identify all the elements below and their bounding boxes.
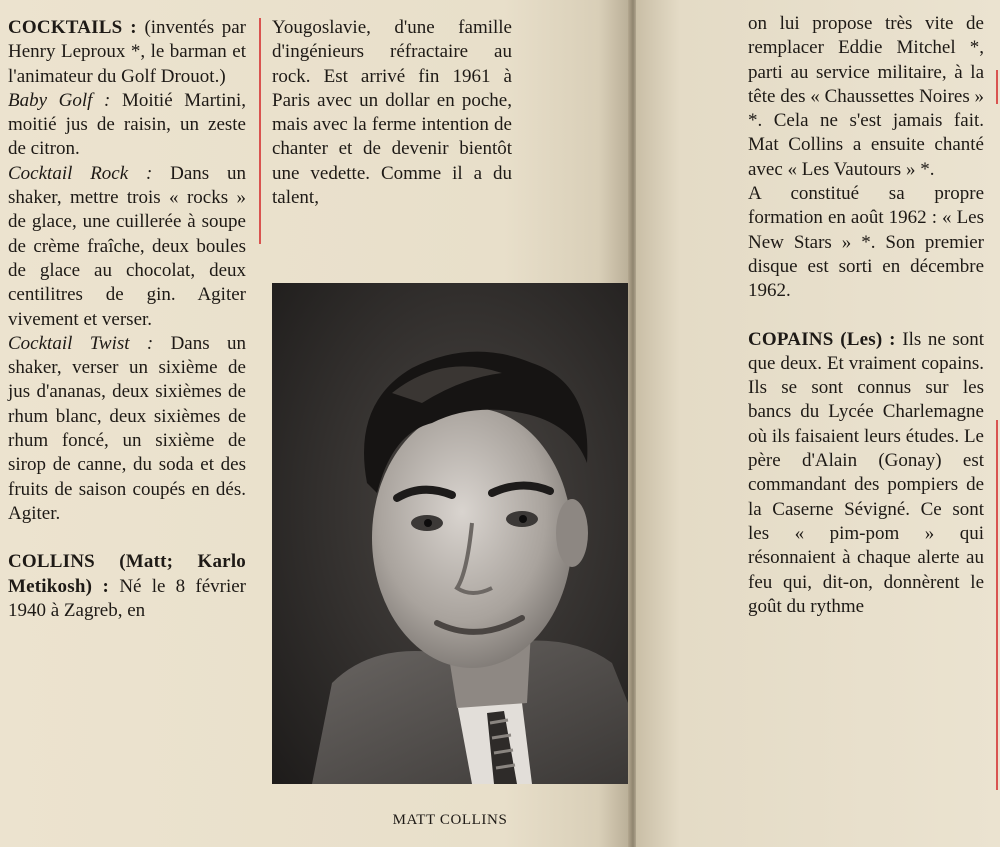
entry-copains — [748, 328, 984, 620]
column-rule — [259, 18, 261, 244]
entry-text: Né le 8 février 1940 à Zagreb, en — [8, 575, 246, 621]
recipe-cocktail-rock — [8, 162, 246, 332]
column-rule — [996, 420, 998, 790]
entry-collins-continued: A constitué sa propre formation en août 1962 : « Les New Stars » *. Son premier disque est sorti en décembre 1962. — [748, 183, 984, 302]
recipe-label: Cocktail Twist : — [8, 332, 154, 354]
entry-term: COCKTAILS : — [8, 17, 137, 38]
recipe-label: Baby Golf : — [8, 89, 111, 111]
entry-text: Ils ne sont que deux. Et vraiment copains. Ils se sont connus sur les bancs du Lycée Charlemagne où ils faisaient leurs études. Le père d'Alain (Gonay) est commandant des pompiers de la Caserne Sévigné. Ce sont les « pim-pom » qui résonnaient à chaque alerte au feu qui, dit-on, donnèrent le goût du rythme — [748, 328, 984, 617]
column-right — [748, 12, 984, 619]
recipe-label: Cocktail Rock : — [8, 162, 153, 184]
column-rule — [996, 70, 998, 104]
portrait-photo — [272, 283, 628, 784]
recipe-cocktail-twist — [8, 332, 246, 526]
entry-text: (inventés par Henry Leproux *, le barman et l'animateur du Golf Drouot.) — [8, 17, 246, 87]
entry-cocktails — [8, 16, 246, 89]
recipe-baby-golf — [8, 89, 246, 162]
entry-collins-continued: on lui propose très vite de remplacer Eddie Mitchel *, parti au service militaire, à la tête des « Chaussettes Noires » *. Cela ne s'est jamais fait. Mat Collins a ensuite chanté avec « Les Vautours » *. — [748, 13, 984, 180]
photo-caption: MATT COLLINS — [392, 812, 508, 828]
recipe-text: Dans un shaker, verser un sixième de jus d'ananas, deux sixièmes de rhum blanc, deux sixièmes de rhum foncé, un sixième de sirop de canne, du soda et des fruits de saison coupés en dés. Agiter. — [8, 332, 246, 524]
entry-collins — [8, 550, 246, 623]
entry-collins-continued: Yougoslavie, d'une famille d'ingénieurs réfractaire au rock. Est arrivé fin 1961 à Paris avec un dollar en poche, mais avec la ferme intention de chanter et de devenir bientôt une vedette. Comme il a du talent, — [272, 17, 512, 209]
recipe-text: Moitié Martini, moitié jus de raisin, un zeste de citron. — [8, 89, 246, 160]
column-middle — [272, 16, 512, 210]
entry-term: COLLINS (Matt; Karlo Metikosh) : — [8, 551, 246, 597]
entry-term: COPAINS (Les) : — [748, 328, 896, 350]
recipe-text: Dans un shaker, mettre trois « rocks » de glace, une cuillerée à soupe de crème fraîche, deux boules de glace au chocolat, deux centilitres de gin. Agiter vivement et verser. — [8, 162, 246, 330]
column-left — [8, 16, 246, 623]
